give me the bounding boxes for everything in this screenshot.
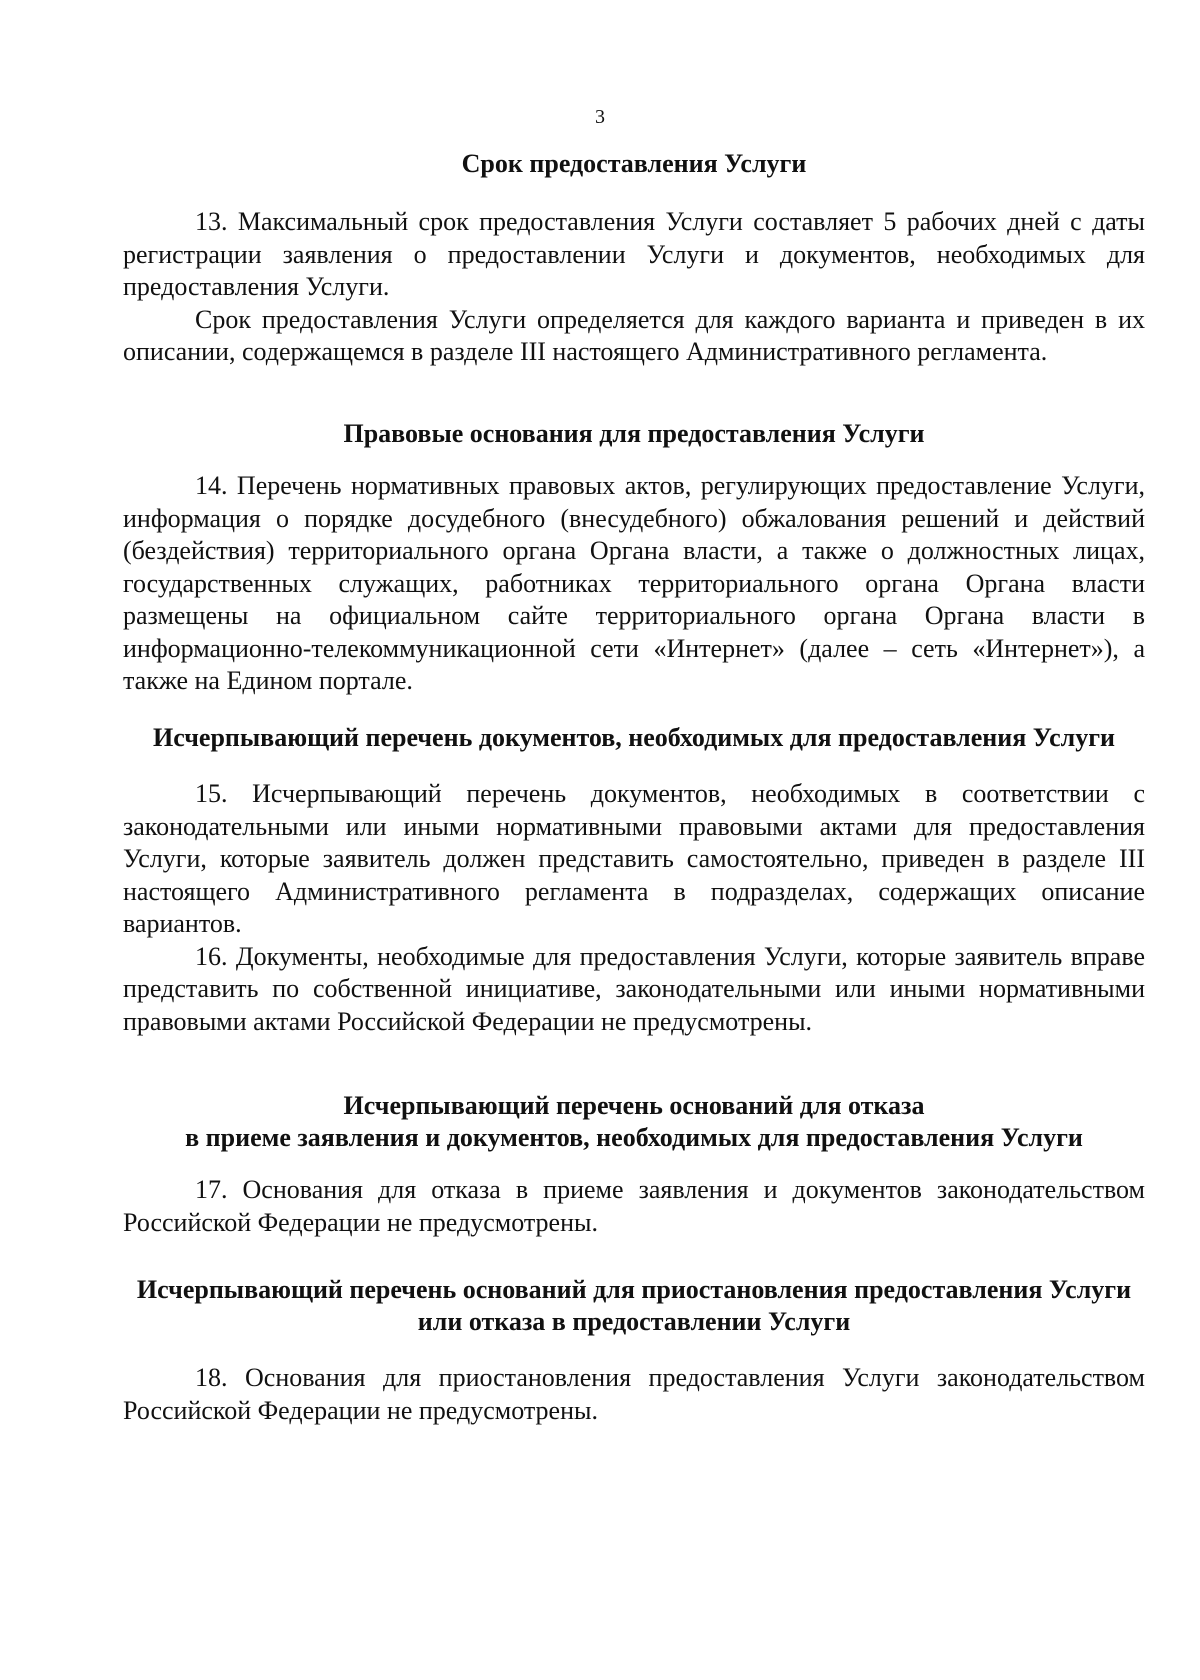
- section-service-term: [123, 148, 1145, 369]
- section-heading: [123, 1090, 1145, 1154]
- section-heading: Исчерпывающий перечень оснований для приостановления предоставления Услуги или отказа в предоставлении Услуги: [136, 1275, 1132, 1336]
- section-suspension-grounds: [123, 1274, 1145, 1427]
- heading-line: в приеме заявления и документов, необходимых для предоставления Услуги: [185, 1123, 1083, 1152]
- section-documents-list: [123, 722, 1145, 1038]
- section-refusal-grounds: [123, 1090, 1145, 1239]
- paragraph-18: 18. Основания для приостановления предоставления Услуги законодательством Российской Федерации не предусмотрены.: [123, 1363, 1145, 1425]
- paragraph-term-variant: Срок предоставления Услуги определяется для каждого варианта и приведен в их описании, содержащемся в разделе III настоящего Административного регламента.: [123, 304, 1145, 366]
- section-heading: Срок предоставления Услуги: [461, 149, 807, 178]
- page-number: 3: [595, 106, 605, 128]
- paragraph-16: 16. Документы, необходимые для предоставления Услуги, которые заявитель вправе представить по собственной инициативе, законодательными или иными нормативными правовыми актами Российской Федерации не предусмотрены.: [123, 941, 1145, 1036]
- section-heading: Правовые основания для предоставления Услуги: [343, 419, 925, 448]
- paragraph-17: 17. Основания для отказа в приеме заявления и документов законодательством Российской Федерации не предусмотрены.: [123, 1175, 1145, 1237]
- paragraph-15: 15. Исчерпывающий перечень документов, необходимых в соответствии с законодательными или иными нормативными правовыми актами для предоставления Услуги, которые заявитель должен представить самостоятельно, приведен в разделе III настоящего Административного регламента в подразделах, содержащих описание вариантов.: [123, 779, 1145, 938]
- heading-line: Исчерпывающий перечень оснований для отказа: [343, 1091, 925, 1120]
- paragraph-13: 13. Максимальный срок предоставления Услуги составляет 5 рабочих дней с даты регистрации заявления о предоставлении Услуги и документов, необходимых для предоставления Услуги.: [123, 207, 1145, 301]
- section-heading: Исчерпывающий перечень документов, необходимых для предоставления Услуги: [153, 723, 1115, 752]
- section-legal-basis: [123, 418, 1145, 698]
- paragraph-14: 14. Перечень нормативных правовых актов, регулирующих предоставление Услуги, информация о порядке досудебного (внесудебного) обжалования решений и действий (бездействия) территориального органа Органа власти, а также о должностных лицах, государственных служащих, работниках территориального органа Органа власти размещены на официальном сайте территориального органа Органа власти в информационно-телекоммуникационной сети «Интернет» (далее – сеть «Интернет»), а также на Едином портале.: [123, 471, 1145, 695]
